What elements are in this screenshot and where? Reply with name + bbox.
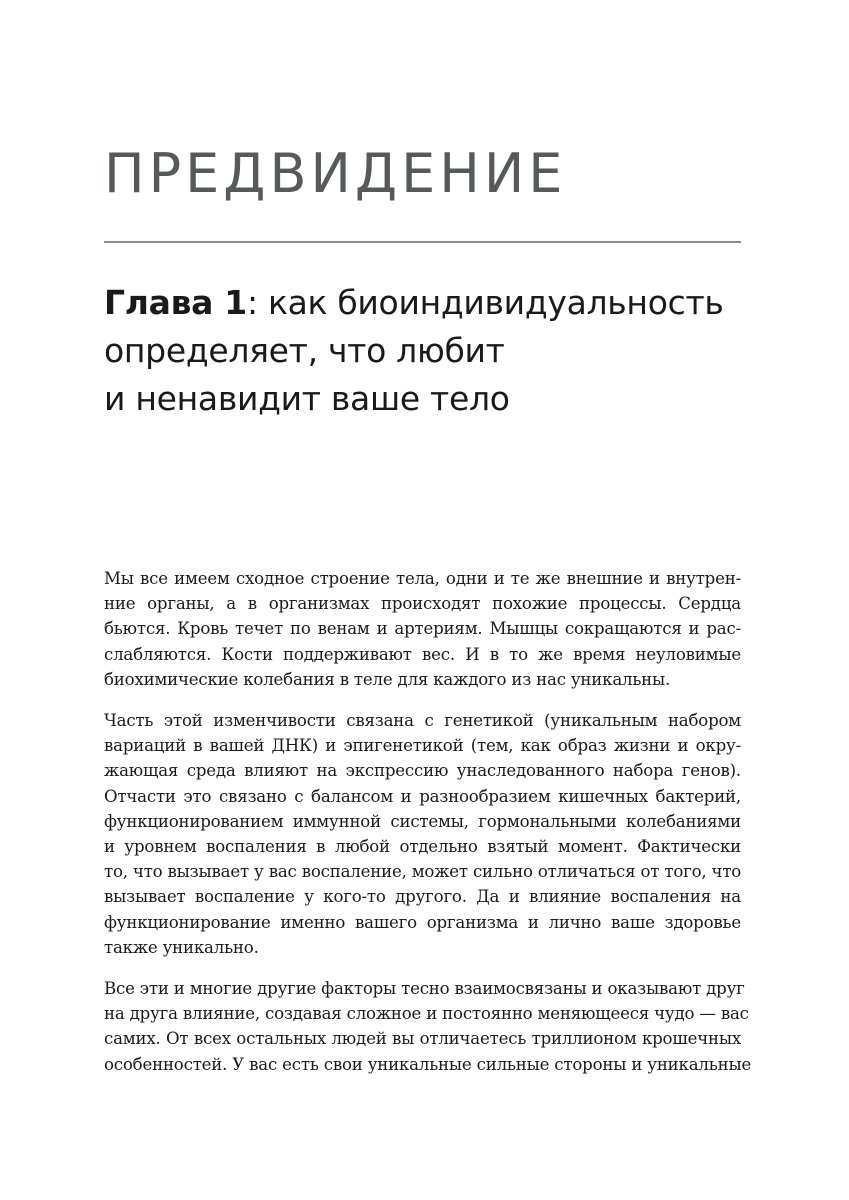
chapter-heading-line-2: определяет, что любит [104,331,505,370]
body-text [104,566,752,1093]
paragraph-1 [104,566,741,692]
paragraph-2 [104,708,741,960]
text-line: вариаций в вашей ДНК) и эпигенетикой (тем, как образ жизни и окру- [104,736,741,756]
chapter-heading [104,279,754,423]
text-line: Часть этой изменчивости связана с генетикой (уникальным набором [104,711,741,731]
text-line: слабляются. Кости поддерживают вес. И в то же время неуловимые [104,644,741,664]
text-line: жающая среда влияют на экспрессию унаследованного набора генов). [104,761,741,781]
text-line: функционированием иммунной системы, гормональными колебаниями [104,811,741,831]
text-line: Мы все имеем сходное строение тела, одни и те же внешние и внутрен- [104,569,741,588]
chapter-heading-line-3: и ненавидит ваше тело [104,379,510,418]
chapter-number: Глава 1 [104,283,247,322]
chapter-title-part: : как биоиндивидуальность [246,283,724,322]
text-line: биохимические колебания в теле для каждого из нас уникальны. [104,669,671,689]
text-line: Отчасти это связано с балансом и разнообразием кишечных бактерий, [104,786,741,806]
text-line: бьются. Кровь течет по венам и артериям. Мышцы сокращаются и рас- [104,619,741,639]
chapter-heading-line-1 [104,279,754,327]
text-line: особенностей. У вас есть свои уникальные сильные стороны и уникальные [104,1054,752,1074]
text-line: Все эти и многие другие факторы тесно взаимосвязаны и оказывают друг [104,979,745,999]
text-line: ние органы, а в организмах происходят похожие процессы. Сердца [104,594,741,614]
paragraph-3 [104,976,752,1077]
text-line: и уровнем воспаления в любой отдельно взятый момент. Фактически [104,837,741,857]
part-title: ПРЕДВИДЕНИЕ [104,142,567,205]
text-line: самих. От всех остальных людей вы отличаетесь триллионом крошечных [104,1029,741,1049]
text-line: на друга влияние, создавая сложное и постоянно меняющееся чудо — вас [104,1004,749,1024]
text-line: то, что вызывает у вас воспаление, может сильно отличаться от того, что [104,862,742,882]
text-line: функционирование именно вашего организма и лично ваше здоровье [104,912,741,932]
text-line: вызывает воспаление у кого-то другого. Да и влияние воспаления на [104,887,741,907]
title-divider [104,241,741,243]
text-line: также уникально. [104,937,259,957]
